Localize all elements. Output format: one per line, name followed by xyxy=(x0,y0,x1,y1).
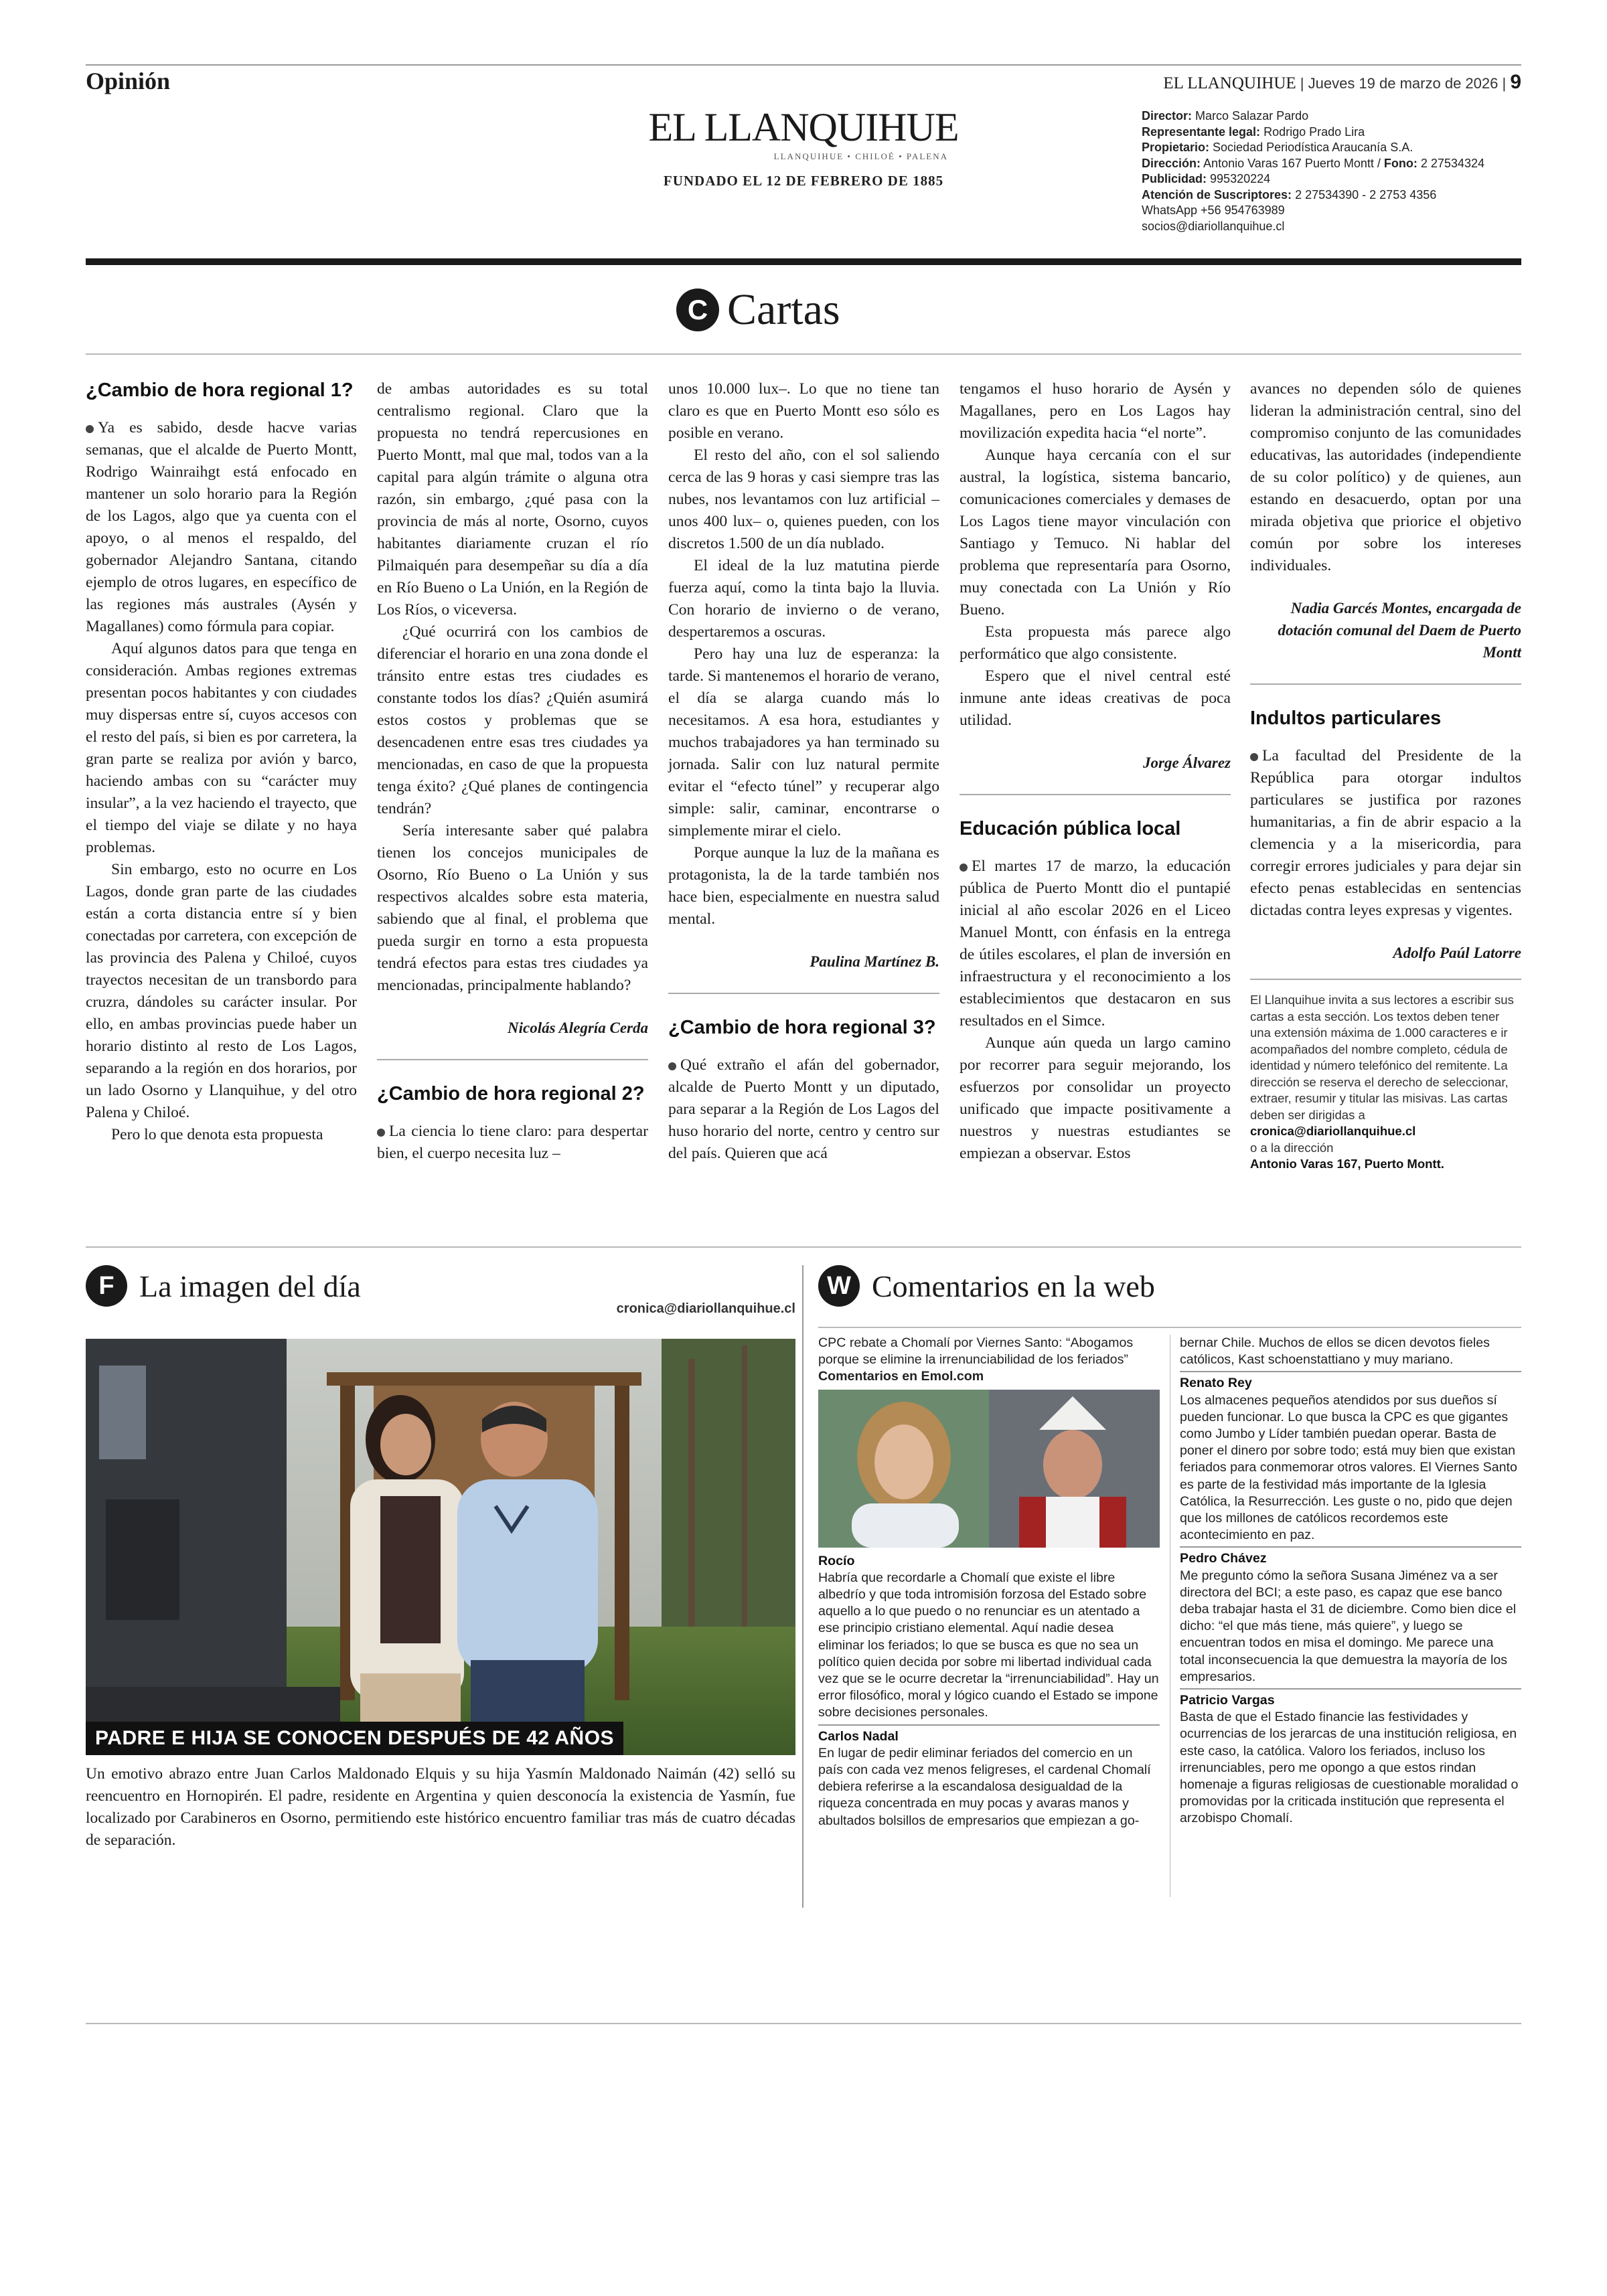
top-rule xyxy=(86,64,1521,66)
letter-1-p3: Sin embargo, esto no ocurre en Los Lagos, donde gran parte de las ciudades están a corta distancia entre sí y bien conectadas por carretera, con excepción de las provincia des Palena y Chiloé, cuyos trayectos necesitan de un transbordo para cruzra, dándoles su carácter insular. Por ello, en ambas provincias puede haber un horario distinto al resto de Los Lagos, separando a la región en dos horarios, por un lado Osorno y Llanquihue, y del otro Palena y Chiloé. xyxy=(86,861,357,1121)
letters-col-4 xyxy=(960,378,1231,1165)
letters-col-1 xyxy=(86,378,357,1146)
letter-3-title: ¿Cambio de hora regional 3? xyxy=(668,1017,936,1038)
web-header xyxy=(818,1265,1155,1312)
letter-separator xyxy=(377,1059,648,1060)
letter-4-p2a: Aunque aún queda un largo camino por recorrer para seguir mejorando, los esfuerzos por consolidar un proyecto unificado que impacte positivamente a nuestros y nuestras estudiantes se empiezan a observar. Estos xyxy=(960,1034,1231,1162)
web-col-2 xyxy=(1180,1335,1521,1827)
web-col-1 xyxy=(818,1335,1160,1829)
letter-4-p2b: avances no dependen sólo de quienes lideran la administración central, sino del compromiso conjunto de las comunidades educativas, las autoridades (independiente de su color político) y de quienes, aun estando en desacuerdo, optan por una mirada objetiva que priorice el objetivo común por sobre los intereses individuales. xyxy=(1250,380,1521,574)
bullet-icon xyxy=(960,864,968,872)
imprint-legal: Representante legal: Rodrigo Prado Lira xyxy=(1142,125,1365,139)
letters-col-3 xyxy=(668,378,939,1165)
imprint-email: socios@diariollanquihue.cl xyxy=(1142,219,1285,233)
letter-1-p1: Ya es sabido, desde hacve varias semanas, que el alcalde de Puerto Montt, Rodrigo Wainraihgt está enfocado en mantener un solo horario para la Región de los Lagos, algo que ya cuenta con el apoyo, o al menos el respaldo, del gobernador Alejandro Santana, citando ejemplo de otros lugares, en específico de las regiones más australes (Aysén y Magallanes) como fórmula para copiar. xyxy=(86,419,357,635)
web-source: Comentarios en Emol.com xyxy=(818,1369,984,1384)
comment-4-author: Pedro Chávez xyxy=(1180,1551,1267,1566)
web-title: Comentarios en la web xyxy=(872,1268,1155,1303)
web-photo xyxy=(818,1390,1160,1548)
letter-separator xyxy=(668,993,939,994)
letters-col-5 xyxy=(1250,378,1521,1173)
comment-2-author: Carlos Nadal xyxy=(818,1728,899,1744)
comment-separator xyxy=(1180,1371,1521,1372)
cartas-bottom-rule xyxy=(86,1246,1521,1248)
comment-1-author: Rocío xyxy=(818,1553,855,1568)
letter-1-p6: Sería interesante saber qué palabra tienen los concejos municipales de Osorno, Río Bueno o La Unión y sus respectivos alcaldes sobre esta materia, sabiendo que al final, el problema que pueda surgir en torno a esta propuesta tendrá efectos para estas tres ciudades ya mencionadas, principalmente hablando? xyxy=(377,822,648,994)
imprint-whatsapp: WhatsApp +56 954763989 xyxy=(1142,203,1285,217)
letters-submission-note: El Llanquihue invita a sus lectores a escribir sus cartas a esta sección. Los textos deben tener una extensión máxima de 1.000 caracteres e ir acompañados del nombre completo, cédula de identidad y número telefónico del remitente. La dirección se reserva el derecho de seleccionar, extraer, resumir y titular las misivas. Las cartas deben ser dirigidas a cronica@diariollanquihue.cl o a la dirección Antonio Varas 167, Puerto Montt. xyxy=(1250,993,1514,1171)
comment-2-text-b: bernar Chile. Muchos de ellos se dicen devotos fieles católicos, Kast schoenstattiano y muy mariano. xyxy=(1180,1335,1490,1368)
comment-5-author: Patricio Vargas xyxy=(1180,1693,1275,1708)
imprint-address: Dirección: Antonio Varas 167 Puerto Montt / Fono: 2 27534324 xyxy=(1142,156,1484,170)
comment-3-author: Renato Rey xyxy=(1180,1376,1252,1391)
comment-separator xyxy=(818,1724,1160,1726)
letter-1-p5: ¿Qué ocurrirá con los cambios de diferenciar el horario en una zona donde el tránsito entre estas tres ciudades es constante todos los días? ¿Quién asumirá estos costos y problemas que se desencadenen entre esas tres ciudades ya mencionadas, en caso de que la propuesta tenga éxito? ¿Qué planes de contingencia tendrán? xyxy=(377,623,648,817)
note-email[interactable]: cronica@diariollanquihue.cl xyxy=(1250,1124,1416,1138)
folio-sep-2: | xyxy=(1502,75,1511,92)
imagen-badge-icon: F xyxy=(86,1265,127,1307)
comment-4-text: Me pregunto cómo la señora Susana Jiménez va a ser directora del BCI; a este paso, es capaz que ese banco deba trabajar hasta el 31 de diciembre. Como bien dice el dicho: “el que más tiene, más quiere”, y luego se encuentran todos en misa el domingo. Me parece una total inconsecuencia la que demuestra la mayoría de los empresarios. xyxy=(1180,1568,1517,1684)
cartas-badge-icon: C xyxy=(676,289,719,331)
letter-3-signature: Jorge Álvarez xyxy=(1143,754,1231,771)
letter-1-title: ¿Cambio de hora regional 1? xyxy=(86,380,354,401)
comment-5-text: Basta de que el Estado financie las festividades y ocurrencias de los jerarcas de una institución religiosa, en este caso, la católica. Valoro los feriados, incluso los irrenunciables, pero me opongo a que estos rindan homenaje a figuras religiosas de cuestionable moralidad o promovidas por la criticada institución que representa el arzobispo Chomalí. xyxy=(1180,1710,1519,1826)
letter-2-title: ¿Cambio de hora regional 2? xyxy=(377,1083,645,1104)
header-thick-rule xyxy=(86,258,1521,265)
letter-separator xyxy=(1250,979,1521,980)
letter-5-title: Indultos particulares xyxy=(1250,708,1442,729)
web-header-rule xyxy=(818,1327,1521,1328)
comment-1-text: Habría que recordarle a Chomalí que existe el libre albedrío y que toda intromisión forzosa del Estado sobre aquello a lo que puedo o no renunciar es un atentado a ese principio cristiano elemental. Aquí nadie desea eliminar los feriados; lo que se busca es que no sea un político quien decida por sobre mi libertad individual cada vez que se le ocurre decretar la “irrenunciabilidad”. Hay un error filosófico, moral y lógico cuando el Estado se impone sobre decisiones personales. xyxy=(818,1570,1159,1720)
imagen-email[interactable]: cronica@diariollanquihue.cl xyxy=(616,1301,795,1316)
letter-2-p4: Pero hay una luz de esperanza: la tarde. Si mantenemos el horario de verano, el día se alarga cuando más lo necesitamos. A esa hora, estudiantes y muchos trabajadores ya han terminado su jornada. Salir con luz natural permite evitar el “efecto túnel” y recuperar algo simple: salir, caminar, encontrarse o simplemente mirar el cielo. xyxy=(668,645,939,839)
bullet-icon xyxy=(1250,753,1258,761)
letter-3-p4: Espero que el nivel central esté inmune ante ideas creativas de poca utilidad. xyxy=(960,667,1231,729)
letter-2-p3: El ideal de la luz matutina pierde fuerza aquí, como la tinta bajo la lluvia. Con horario de invierno o de verano, despertaremos a oscuras. xyxy=(668,557,939,641)
comment-separator xyxy=(1180,1688,1521,1690)
page-bottom-rule xyxy=(86,2023,1521,2024)
imprint-ads: Publicidad: 995320224 xyxy=(1142,172,1271,185)
comment-separator xyxy=(1180,1546,1521,1548)
masthead-sub: LLANQUIHUE • CHILOÉ • PALENA xyxy=(773,151,948,161)
imprint-director: Director: Marco Salazar Pardo xyxy=(1142,109,1309,122)
cartas-title-text: Cartas xyxy=(727,285,840,334)
page-number: 9 xyxy=(1510,71,1521,93)
masthead-name: EL LLANQUIHUE xyxy=(648,105,959,149)
web-photo-illustration xyxy=(818,1390,1160,1548)
letter-1-p4b: de ambas autoridades es su total centralismo regional. Claro que la propuesta no tendrá repercusiones en Puerto Montt, mal que mal, todos van a la capital para algún trámite o alguna otra razón, sin embargo, ¿qué pasa con la provincia de más al norte, Osorno, cuyos habitantes diariamente cruzan el río Pilmaiquén para desempeñar su día a día en Río Bueno o La Unión, en la Región de Los Ríos, o viceversa. xyxy=(377,380,648,619)
web-headline[interactable]: CPC rebate a Chomalí por Viernes Santo: “Abogamos porque se elimine la irrenunciabilidad de los feriados” xyxy=(818,1335,1134,1368)
letter-separator xyxy=(1250,683,1521,685)
letter-3-p1b: tengamos el huso horario de Aysén y Magallanes, pero en Los Lagos hay movilización expedita hacia “el norte”. xyxy=(960,380,1231,442)
letter-4-signature: Nadia Garcés Montes, encargada de dotación comunal del Daem de Puerto Montt xyxy=(1278,600,1521,661)
masthead xyxy=(636,107,971,189)
section-name: Opinión xyxy=(86,68,171,94)
photo-of-the-day xyxy=(86,1339,795,1755)
imagen-title: La imagen del día xyxy=(139,1268,361,1303)
letter-4-title: Educación pública local xyxy=(960,818,1181,839)
bullet-icon xyxy=(86,425,94,433)
bullet-icon xyxy=(377,1129,385,1137)
letter-2-p1a: La ciencia lo tiene claro: para despertar bien, el cuerpo necesita luz – xyxy=(377,1123,648,1162)
folio-paper: EL LLANQUIHUE xyxy=(1163,74,1296,92)
letter-2-p5: Porque aunque la luz de la mañana es protagonista, la de la tarde también nos hace bien, especialmente en nuestra salud mental. xyxy=(668,844,939,928)
letter-1-p4a: Pero lo que denota esta propuesta xyxy=(111,1126,323,1143)
imprint-box xyxy=(1142,108,1530,234)
letter-1-signature: Nicolás Alegría Cerda xyxy=(508,1019,648,1036)
letters-col-2 xyxy=(377,378,648,1165)
imprint-subscribers: Atención de Suscriptores: 2 27534390 - 2 2753 4356 xyxy=(1142,187,1437,201)
letter-2-p2: El resto del año, con el sol saliendo cerca de las 9 horas y casi siempre tras las nubes, nos levantamos con luz artificial –unos 400 lux– o, quienes pueden, con los discretos 1.500 de un día nublado. xyxy=(668,446,939,552)
letter-5-p1: La facultad del Presidente de la República para otorgar indultos particulares se justifica por razones humanitarias, a fin de abrir espacio a la clemencia y a la misericordia, para corregir errores judiciales y para dejar sin efecto penas establecidas en sentencias dictadas contra leyes expresas y vigentes. xyxy=(1250,747,1521,919)
cartas-rule xyxy=(86,353,1521,355)
bullet-icon xyxy=(668,1062,676,1070)
letter-1-p2: Aquí algunos datos para que tenga en consideración. Ambas regiones extremas presentan pocos habitantes y con ciudades muy dispersas entre sí, cuyos accesos con el resto del país, si bien es por carretera, la gran parte se realiza por avión y barco, haciendo ambas con su “carácter muy insular”, a la vez haciendo el trayecto, que el tiempo del viaje se dilate y no haya problemas. xyxy=(86,640,357,856)
photo-description: Un emotivo abrazo entre Juan Carlos Maldonado Elquis y su hija Yasmín Maldonado Naimán (42) selló su reencuentro en Hornopirén. El padre, residente en Argentina y quien desconocía la existencia de Yasmín, fue localizado por Carabineros en Osorno, permitiendo este histórico encuentro familiar tras más de cuatro décadas de separación. xyxy=(86,1765,795,1849)
folio-date: Jueves 19 de marzo de 2026 xyxy=(1308,75,1499,92)
comment-3-text: Los almacenes pequeños atendidos por sus dueños sí pueden funcionar. Lo que busca la CPC es que gigantes como Jumbo y Líder también puedan operar. Basta de poner el dinero por sobre todo; está muy bien que existan feriados para conmemorar otros valores. El Viernes Santo es parte de la festividad más importante de la Iglesia Católica, la Resurrección. Les guste o no, pido que dejen que los millones de católicos recordemos este acontecimiento en paz. xyxy=(1180,1392,1517,1543)
comment-2-text-a: En lugar de pedir eliminar feriados del comercio en un país con cada vez menos feligreses, el cardenal Chomalí debiera referirse a la escandalosa desigualdad de la riqueza concentrada en muy pocas y avaras manos y abultados bolsillos de empresarios que empiezan a go- xyxy=(818,1745,1151,1828)
letter-4-p1: El martes 17 de marzo, la educación pública de Puerto Montt dio el puntapié inicial al año escolar 2026 en el Liceo Manuel Montt, con énfasis en la entrega de útiles escolares, el plan de inversión en infraestructura y el reconocimiento a los establecimientos que destacaron en sus resultados en el Simce. xyxy=(960,857,1231,1030)
folio-sep: | xyxy=(1300,75,1308,92)
letter-3-p3: Esta propuesta más parece algo performático que algo consistente. xyxy=(960,623,1231,663)
letter-5-signature: Adolfo Paúl Latorre xyxy=(1393,945,1521,961)
founded-line: FUNDADO EL 12 DE FEBRERO DE 1885 xyxy=(663,173,944,189)
folio xyxy=(1163,71,1521,94)
imagen-header xyxy=(86,1265,361,1312)
letter-separator xyxy=(960,794,1231,795)
imprint-owner: Propietario: Sociedad Periodística Araucanía S.A. xyxy=(1142,141,1413,154)
letter-2-signature: Paulina Martínez B. xyxy=(810,953,939,970)
bottom-vertical-rule xyxy=(802,1265,804,1908)
cartas-title xyxy=(676,284,840,338)
web-badge-icon: W xyxy=(818,1265,860,1307)
letter-3-p1a: Qué extraño el afán del gobernador, alcalde de Puerto Montt y un diputado, para separar a la Región de Los Lagos del huso horario del norte, centro y centro sur del país. Quieren que acá xyxy=(668,1056,939,1162)
letter-2-p1b: unos 10.000 lux–. Lo que no tiene tan claro es que en Puerto Montt eso sólo es posible en verano. xyxy=(668,380,939,442)
photo-caption: PADRE E HIJA SE CONOCEN DESPUÉS DE 42 AÑOS xyxy=(86,1722,623,1755)
photo-illustration xyxy=(86,1339,795,1755)
letter-3-p2: Aunque haya cercanía con el sur austral, la logística, sistema bancario, comunicaciones comerciales y demases de Los Lagos tiene mayor vinculación con Santiago y Temuco. Ni hablar del problema que representaría para Osorno, muy conectada con La Unión y Río Bueno. xyxy=(960,446,1231,619)
